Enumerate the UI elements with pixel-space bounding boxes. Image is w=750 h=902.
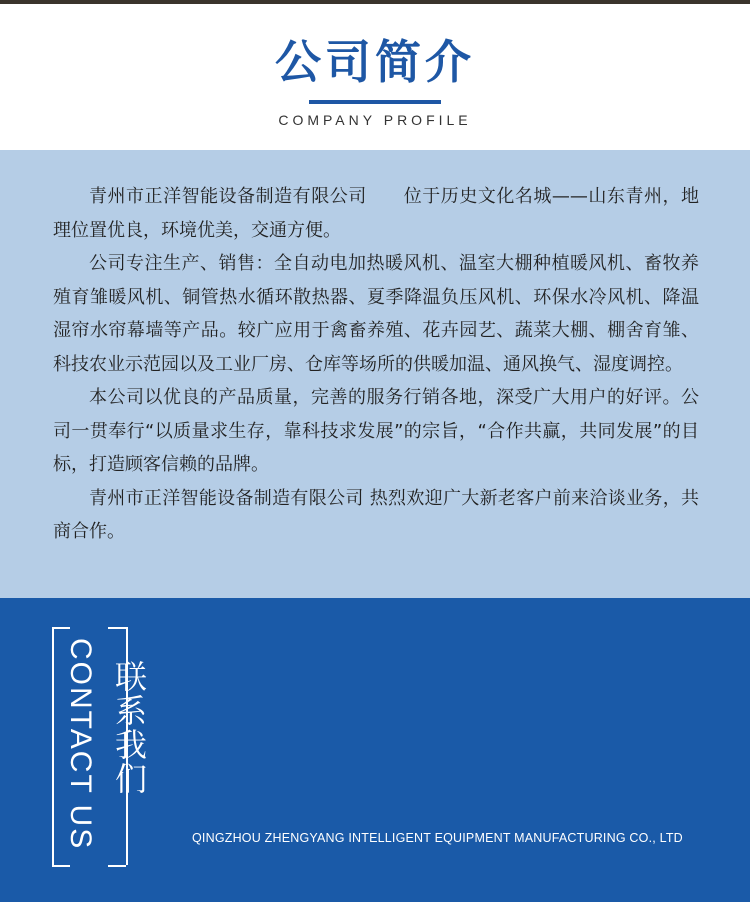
contact-heading-en: CONTACT US (64, 638, 97, 851)
intro-text-block (53, 180, 699, 549)
company-intro-section (0, 150, 750, 598)
header-section (0, 4, 750, 150)
frame-corner-top-right (108, 627, 126, 629)
frame-corner-top-left (52, 627, 70, 629)
frame-corner-bottom-right (108, 865, 126, 867)
intro-paragraph-location: 青州市正洋智能设备制造有限公司 位于历史文化名城——山东青州，地理位置优良，环境优美，交通方便。 (53, 186, 699, 241)
frame-corner-bottom-left (52, 865, 70, 867)
contact-heading-cn: 联系我们 (110, 660, 148, 796)
intro-paragraph-products: 公司专注生产、销售：全自动电加热暖风机、温室大棚种植暖风机、畜牧养殖育雏暖风机、铜管热水循环散热器、夏季降温负压风机、环保水冷风机、降温湿帘水帘幕墙等产品。较广应用于禽畜养殖、花卉园艺、蔬菜大棚、棚舍育雏、科技农业示范园以及工业厂房、仓库等场所的供暖加温、通风换气、湿度调控。 (53, 253, 699, 375)
title-underline (309, 100, 441, 104)
company-name-en: QINGZHOU ZHENGYANG INTELLIGENT EQUIPMENT MANUFACTURING CO., LTD (192, 831, 683, 845)
contact-section (0, 598, 750, 902)
page-subtitle: COMPANY PROFILE (278, 112, 472, 128)
intro-paragraph-reputation: 本公司以优良的产品质量，完善的服务行销各地，深受广大用户的好评。公司一贯奉行“以质量求生存，靠科技求发展”的宗旨，“合作共赢，共同发展”的目标，打造顾客信赖的品牌。 (53, 387, 699, 475)
intro-paragraph-welcome: 青州市正洋智能设备制造有限公司 热烈欢迎广大新老客户前来洽谈业务，共商合作。 (53, 487, 699, 542)
page-title: 公司简介 (275, 35, 475, 89)
